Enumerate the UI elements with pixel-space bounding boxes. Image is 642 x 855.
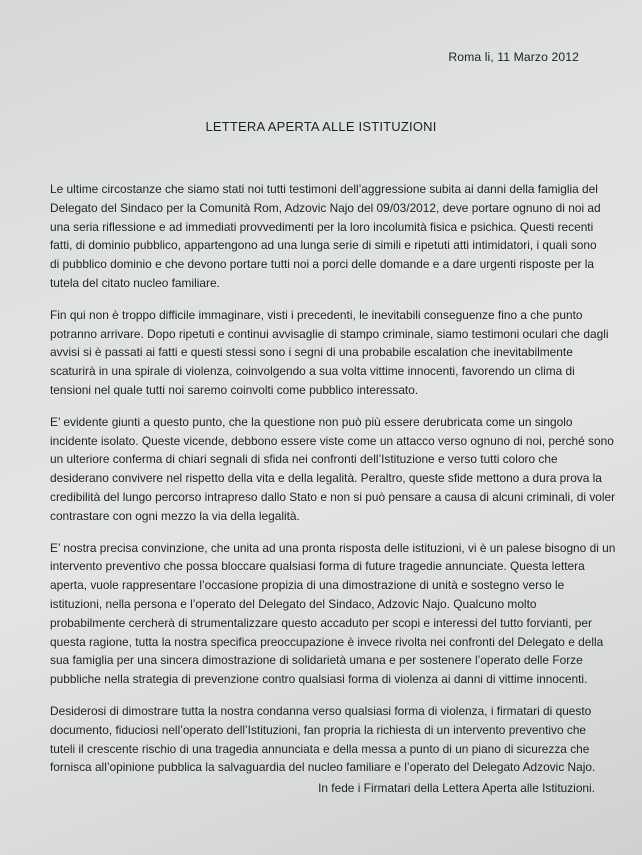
letter-title: LETTERA APERTA ALLE ISTITUZIONI — [205, 119, 437, 134]
text-line: aperta, vuole rappresentare l’occasione propizia di una dimostrazione di unità e sostegno verso le — [50, 578, 565, 593]
text-line: fatti, di dominio pubblico, appartengono ad una lunga serie di simili e ripetuti atti intimidatori, i quali sono — [50, 238, 597, 253]
text-line: incidente isolato. Queste vicende, debbono essere viste come un attacco verso ognuno di noi, perché sono — [50, 433, 614, 448]
text-line: una seria riflessione e ad immediati provvedimenti per la loro incolumità fisica e psichica. Questi recenti — [50, 219, 594, 234]
text-line: pubbliche nella strategia di prevenzione contro qualsiasi forma di violenza ai danni di vittime innocenti. — [50, 672, 588, 687]
paragraph-5 — [50, 702, 596, 777]
text-line: intervento preventivo che possa bloccare qualsiasi forma di future tragedie annunciate. Questa lettera — [50, 559, 585, 574]
text-line: desiderano convivere nel rispetto della vita e della legalità. Peraltro, queste sfide mettono a dura prova la — [50, 471, 602, 486]
text-line: contrastare con ogni mezzo la via della legalità. — [50, 508, 300, 523]
text-line: questa ragione, tutta la nostra specifica preoccupazione è invece rivolta nei confronti del Delegato e della — [50, 634, 604, 649]
text-line: documento, fiduciosi nell’operato dell’Istituzioni, fan propria la richiesta di un intervento preventivo che — [50, 722, 587, 737]
paragraph-1 — [50, 180, 601, 293]
text-line: potranno arrivare. Dopo ripetuti e continui avvisaglie di stampo criminale, siamo testimoni oculari che dagli — [50, 326, 609, 341]
text-line: fornisca all’opinione pubblica la salvaguardia del nucleo familiare e l’operato del Delegato Adzovic Najo. — [50, 760, 596, 775]
paragraph-3 — [50, 413, 616, 526]
text-line: Fin qui non è troppo difficile immaginare, visti i precedenti, le inevitabili conseguenze fino a che punto — [50, 307, 583, 322]
text-line: E’ nostra precisa convinzione, che unita ad una pronta risposta delle istituzioni, vi è un palese bisogno di un — [50, 540, 616, 555]
text-line: tutela del citato nucleo familiare. — [50, 275, 220, 290]
letter-signature: In fede i Firmatari della Lettera Aperta alle Istituzioni. — [318, 781, 595, 795]
text-line: tuteli il crescente rischio di una tragedia annunciata e della messa a punto di un piano di sicurezza che — [50, 741, 590, 756]
text-line: scaturirà in una spirale di violenza, coinvolgendo a sua volta vittime innocenti, favorendo un clima di — [50, 364, 575, 379]
letter-body — [50, 180, 616, 790]
text-line: E’ evidente giunti a questo punto, che la questione non può più essere derubricata come un singolo — [50, 414, 573, 429]
text-line: avvisi si è passati ai fatti e questi stessi sono i segni di una probabile escalation che inevitabilmente — [50, 345, 573, 360]
text-line: un ulteriore conferma di chiari segnali di sfida nei confronti dell’Istituzione e verso tutti coloro che — [50, 452, 558, 467]
text-line: probabilmente cercherà di strumentalizzare questo accaduto per scopi e interessi del tutto forvianti, per — [50, 615, 592, 630]
text-line: di pubblico dominio e che devono portare tutti noi a porci delle domande e a dare urgenti risposte per la — [50, 257, 595, 272]
paragraph-4 — [50, 539, 616, 689]
text-line: tensioni nel quale tutti noi saremo coinvolti come pubblico interessato. — [50, 382, 419, 397]
paragraph-2 — [50, 306, 609, 400]
text-line: istituzioni, nella persona e l’operato del Delegato del Sindaco, Adzovic Najo. Qualcuno molto — [50, 596, 537, 611]
text-line: Delegato del Sindaco per la Comunità Rom, Adzovic Najo del 09/03/2012, deve portare ognuno di noi ad — [50, 200, 601, 215]
letter-date: Roma li, 11 Marzo 2012 — [448, 50, 579, 64]
text-line: sua famiglia per una sincera dimostrazione di solidarietà umana e per sostenere l’operato delle Forze — [50, 653, 583, 668]
text-line: credibilità del lungo percorso intrapreso dallo Stato e non si può pensare a causa di alcuni criminali, di voler — [50, 489, 616, 504]
text-line: Desiderosi di dimostrare tutta la nostra condanna verso qualsiasi forma di violenza, i firmatari di questo — [50, 703, 592, 718]
text-line: Le ultime circostanze che siamo stati noi tutti testimoni dell’aggressione subita ai danni della famiglia del — [50, 182, 598, 196]
